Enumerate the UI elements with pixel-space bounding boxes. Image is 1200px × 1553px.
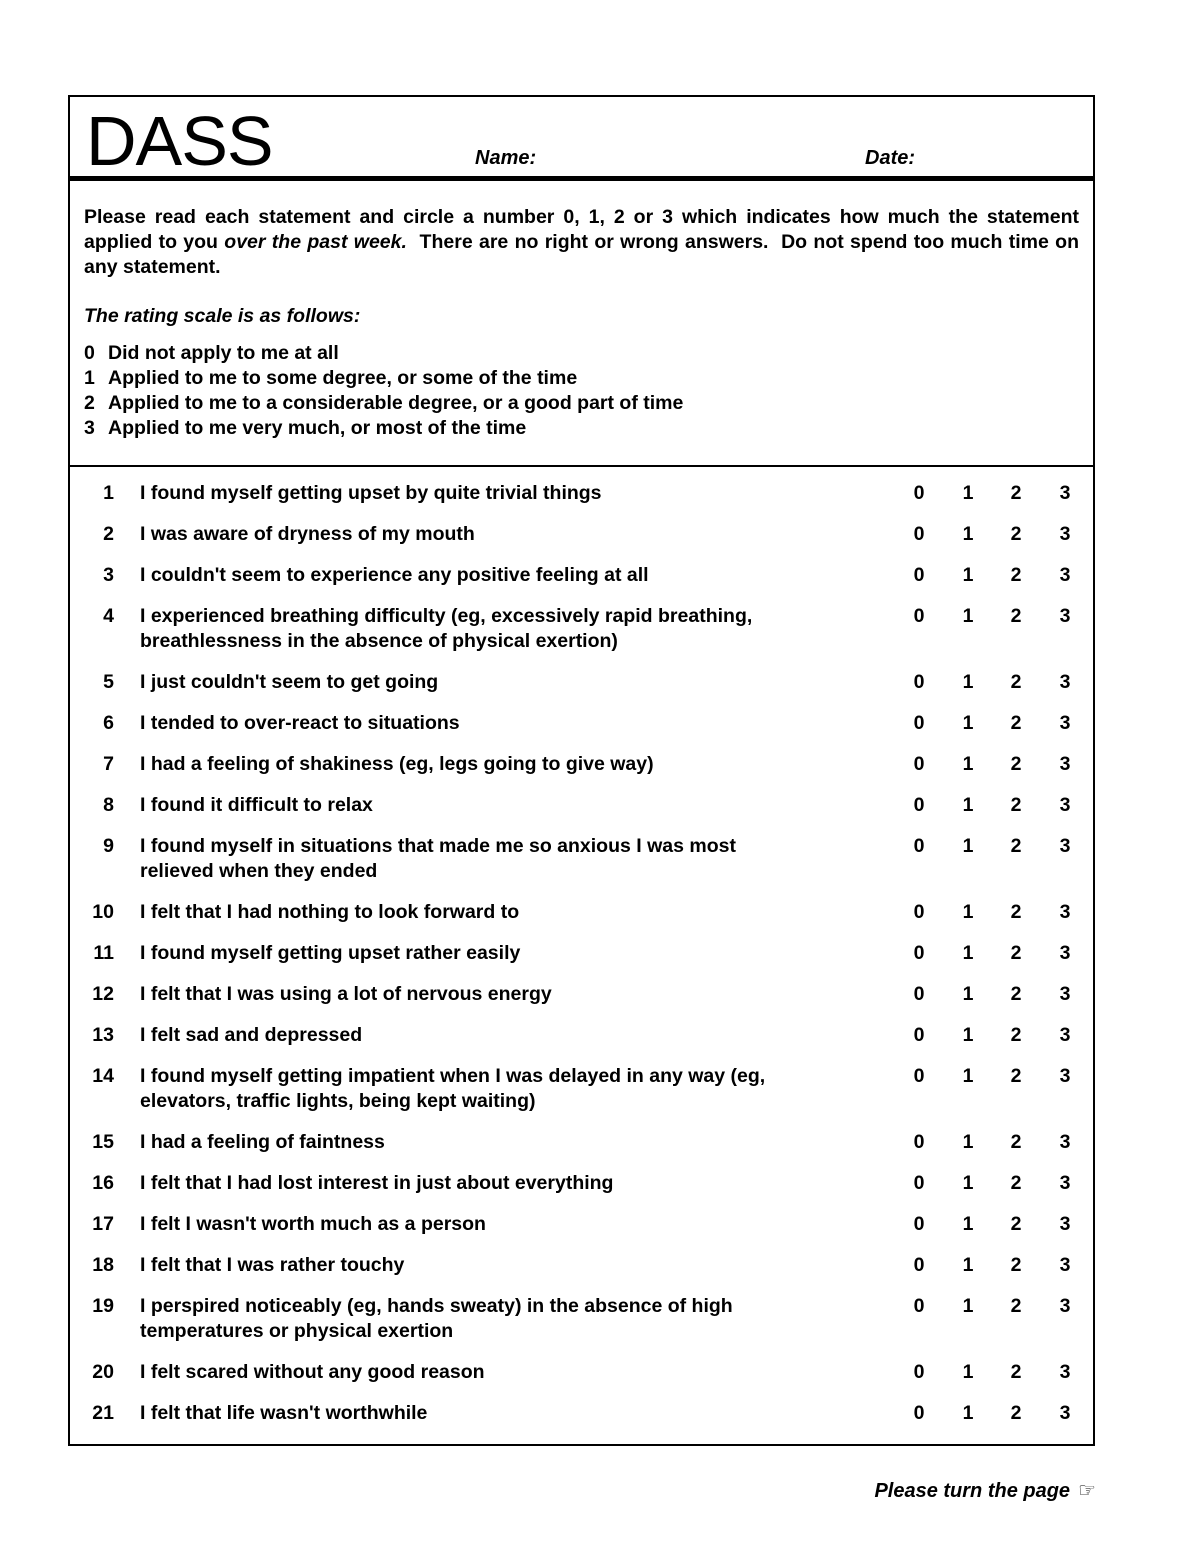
item-statement: I just couldn't seem to get going	[140, 671, 439, 693]
item-rating-choices	[906, 1130, 1086, 1155]
item-number: 15	[92, 1131, 114, 1153]
item-number: 13	[92, 1024, 114, 1046]
questionnaire-item	[70, 1360, 1093, 1385]
item-statement: I felt that I had nothing to look forward to	[140, 901, 520, 923]
rating-choice-1[interactable]: 1	[962, 942, 974, 964]
rating-choice-2[interactable]: 2	[1010, 712, 1022, 734]
rating-choice-1[interactable]: 1	[962, 712, 974, 734]
rating-choice-1[interactable]: 1	[962, 1254, 974, 1276]
item-statement: I felt that I had lost interest in just about everything	[140, 1172, 614, 1194]
rating-choice-2[interactable]: 2	[1010, 942, 1022, 964]
rating-choice-1[interactable]: 1	[962, 1213, 974, 1235]
rating-choice-0[interactable]: 0	[913, 901, 925, 923]
rating-choice-3[interactable]: 3	[1059, 1254, 1071, 1276]
item-statement: I felt sad and depressed	[140, 1024, 363, 1046]
rating-choice-3[interactable]: 3	[1059, 712, 1071, 734]
item-rating-choices	[906, 1171, 1086, 1196]
date-field-label: Date:	[865, 147, 916, 169]
rating-choice-1[interactable]: 1	[962, 1172, 974, 1194]
rating-choice-3[interactable]: 3	[1059, 1295, 1071, 1317]
rating-choice-2[interactable]: 2	[1010, 1172, 1022, 1194]
rating-choice-3[interactable]: 3	[1059, 671, 1071, 693]
rating-choice-0[interactable]: 0	[913, 564, 925, 586]
rating-choice-2[interactable]: 2	[1010, 1065, 1022, 1087]
rating-choice-3[interactable]: 3	[1059, 983, 1071, 1005]
item-rating-choices	[906, 711, 1086, 736]
questionnaire-item	[70, 1294, 1093, 1344]
rating-choice-1[interactable]: 1	[962, 605, 974, 627]
questionnaire-item	[70, 1212, 1093, 1237]
rating-choice-2[interactable]: 2	[1010, 564, 1022, 586]
item-number: 20	[92, 1361, 114, 1383]
item-number: 1	[103, 482, 114, 504]
rating-scale-value: 0	[84, 342, 95, 364]
rating-scale-heading: The rating scale is as follows:	[84, 305, 361, 327]
rating-choice-0[interactable]: 0	[913, 1295, 925, 1317]
instructions-section	[70, 181, 1093, 467]
item-rating-choices	[906, 604, 1086, 629]
turn-page-text: Please turn the page	[874, 1480, 1071, 1502]
questionnaire-item	[70, 1130, 1093, 1155]
item-rating-choices	[906, 900, 1086, 925]
item-rating-choices	[906, 752, 1086, 777]
name-field-label: Name:	[475, 147, 537, 169]
item-statement: I was aware of dryness of my mouth	[140, 523, 475, 545]
dass-form	[68, 95, 1095, 1446]
rating-choice-2[interactable]: 2	[1010, 523, 1022, 545]
item-number: 8	[103, 794, 114, 816]
questionnaire-item	[70, 793, 1093, 818]
item-statement: I found myself getting upset by quite trivial things	[140, 482, 602, 504]
rating-choice-0[interactable]: 0	[913, 712, 925, 734]
item-number: 17	[92, 1213, 114, 1235]
rating-choice-0[interactable]: 0	[913, 942, 925, 964]
rating-choice-0[interactable]: 0	[913, 753, 925, 775]
rating-choice-3[interactable]: 3	[1059, 942, 1071, 964]
item-statement: I found myself getting upset rather easily	[140, 942, 521, 964]
item-rating-choices	[906, 563, 1086, 588]
instructions-text	[84, 205, 1085, 280]
rating-choice-0[interactable]: 0	[913, 1172, 925, 1194]
rating-choice-3[interactable]: 3	[1059, 1213, 1071, 1235]
instructions-part2: There are no right or wrong answers. Do not spend too much time on any statement.	[84, 231, 1085, 278]
rating-scale-value: 3	[84, 417, 95, 439]
rating-choice-0[interactable]: 0	[913, 1024, 925, 1046]
questionnaire-item	[70, 834, 1093, 884]
rating-scale-list	[84, 341, 1079, 441]
item-rating-choices	[906, 1294, 1086, 1319]
item-number: 7	[103, 753, 114, 775]
rating-scale-value: 1	[84, 367, 95, 389]
item-statement: I felt scared without any good reason	[140, 1361, 485, 1383]
item-number: 16	[92, 1172, 114, 1194]
item-statement: I had a feeling of shakiness (eg, legs going to give way)	[140, 753, 654, 775]
questionnaire-item	[70, 604, 1093, 654]
rating-choice-1[interactable]: 1	[962, 564, 974, 586]
rating-choice-3[interactable]: 3	[1059, 523, 1071, 545]
rating-scale-item	[84, 416, 1079, 441]
item-rating-choices	[906, 834, 1086, 859]
instructions-emphasis: over the past week.	[224, 231, 407, 253]
item-rating-choices	[906, 1212, 1086, 1237]
questionnaire-item	[70, 670, 1093, 695]
item-rating-choices	[906, 670, 1086, 695]
rating-choice-2[interactable]: 2	[1010, 671, 1022, 693]
questionnaire-item	[70, 1401, 1093, 1426]
rating-choice-3[interactable]: 3	[1059, 901, 1071, 923]
item-statement: I found myself in situations that made me so anxious I was most relieved when they ended	[140, 835, 736, 882]
rating-scale-label: Applied to me very much, or most of the time	[108, 417, 527, 439]
rating-choice-3[interactable]: 3	[1059, 1361, 1071, 1383]
rating-choice-3[interactable]: 3	[1059, 564, 1071, 586]
item-statement: I found myself getting impatient when I was delayed in any way (eg, elevators, traffic lights, being kept waiting)	[140, 1065, 766, 1112]
item-number: 9	[103, 835, 114, 857]
rating-scale-item	[84, 391, 1079, 416]
item-rating-choices	[906, 941, 1086, 966]
questionnaire-item	[70, 982, 1093, 1007]
item-statement: I perspired noticeably (eg, hands sweaty) in the absence of high temperatures or physical exertion	[140, 1295, 733, 1342]
item-statement: I felt I wasn't worth much as a person	[140, 1213, 486, 1235]
rating-choice-2[interactable]: 2	[1010, 1024, 1022, 1046]
item-number: 3	[103, 564, 114, 586]
item-rating-choices	[906, 1401, 1086, 1426]
item-number: 11	[93, 942, 114, 964]
item-number: 4	[103, 605, 114, 627]
questionnaire-item	[70, 900, 1093, 925]
instructions-part1: Please read each statement and circle a number 0, 1, 2 or 3 which indicates how much the statement applied to you	[84, 206, 1079, 253]
questionnaire-item	[70, 522, 1093, 547]
rating-choice-2[interactable]: 2	[1010, 983, 1022, 1005]
rating-choice-3[interactable]: 3	[1059, 1131, 1071, 1153]
rating-choice-2[interactable]: 2	[1010, 1131, 1022, 1153]
form-header	[70, 97, 1093, 181]
item-number: 10	[92, 901, 114, 923]
rating-choice-1[interactable]: 1	[962, 1131, 974, 1153]
rating-scale-value: 2	[84, 392, 95, 414]
page-footer	[874, 1478, 1096, 1503]
rating-choice-0[interactable]: 0	[913, 1131, 925, 1153]
rating-choice-1[interactable]: 1	[962, 1065, 974, 1087]
questionnaire-item	[70, 711, 1093, 736]
rating-choice-3[interactable]: 3	[1059, 1065, 1071, 1087]
item-rating-choices	[906, 793, 1086, 818]
questionnaire-item	[70, 1253, 1093, 1278]
rating-choice-0[interactable]: 0	[913, 1254, 925, 1276]
rating-choice-0[interactable]: 0	[913, 1213, 925, 1235]
item-number: 21	[92, 1402, 114, 1424]
questionnaire-item	[70, 941, 1093, 966]
rating-choice-2[interactable]: 2	[1010, 1402, 1022, 1424]
rating-choice-1[interactable]: 1	[962, 482, 974, 504]
rating-scale-label: Applied to me to a considerable degree, or a good part of time	[108, 392, 684, 414]
rating-choice-2[interactable]: 2	[1010, 1295, 1022, 1317]
rating-choice-1[interactable]: 1	[962, 1402, 974, 1424]
rating-choice-1[interactable]: 1	[962, 523, 974, 545]
rating-choice-0[interactable]: 0	[913, 983, 925, 1005]
questionnaire-item	[70, 1064, 1093, 1114]
item-number: 12	[92, 983, 114, 1005]
item-number: 18	[92, 1254, 114, 1276]
rating-choice-2[interactable]: 2	[1010, 1254, 1022, 1276]
item-number: 14	[92, 1065, 114, 1087]
form-title: DASS	[86, 102, 273, 180]
item-statement: I tended to over-react to situations	[140, 712, 460, 734]
pointing-hand-icon: ☞	[1078, 1480, 1096, 1502]
rating-choice-3[interactable]: 3	[1059, 1024, 1071, 1046]
rating-scale-item	[84, 366, 1079, 391]
item-number: 5	[103, 671, 114, 693]
rating-choice-2[interactable]: 2	[1010, 482, 1022, 504]
rating-choice-0[interactable]: 0	[913, 1361, 925, 1383]
rating-scale-label: Applied to me to some degree, or some of the time	[108, 367, 578, 389]
item-statement: I had a feeling of faintness	[140, 1131, 385, 1153]
rating-choice-1[interactable]: 1	[962, 1024, 974, 1046]
questionnaire-item	[70, 752, 1093, 777]
item-statement: I felt that I was rather touchy	[140, 1254, 405, 1276]
item-number: 19	[92, 1295, 114, 1317]
item-rating-choices	[906, 481, 1086, 506]
item-statement: I felt that life wasn't worthwhile	[140, 1402, 428, 1424]
item-rating-choices	[906, 522, 1086, 547]
item-rating-choices	[906, 1064, 1086, 1089]
item-rating-choices	[906, 1360, 1086, 1385]
item-statement: I experienced breathing difficulty (eg, excessively rapid breathing, breathlessness in the absence of physical exertion)	[140, 605, 753, 652]
rating-choice-2[interactable]: 2	[1010, 794, 1022, 816]
rating-choice-3[interactable]: 3	[1059, 605, 1071, 627]
rating-choice-1[interactable]: 1	[962, 1295, 974, 1317]
item-rating-choices	[906, 1253, 1086, 1278]
item-number: 2	[103, 523, 114, 545]
rating-choice-2[interactable]: 2	[1010, 1213, 1022, 1235]
rating-choice-1[interactable]: 1	[962, 901, 974, 923]
questionnaire-item	[70, 481, 1093, 506]
rating-scale-item	[84, 341, 1079, 366]
rating-choice-0[interactable]: 0	[913, 1065, 925, 1087]
questionnaire-item	[70, 1171, 1093, 1196]
rating-choice-1[interactable]: 1	[962, 1361, 974, 1383]
item-rating-choices	[906, 982, 1086, 1007]
rating-choice-1[interactable]: 1	[962, 671, 974, 693]
rating-choice-0[interactable]: 0	[913, 482, 925, 504]
item-statement: I couldn't seem to experience any positive feeling at all	[140, 564, 649, 586]
rating-choice-2[interactable]: 2	[1010, 753, 1022, 775]
rating-choice-0[interactable]: 0	[913, 605, 925, 627]
rating-choice-3[interactable]: 3	[1059, 794, 1071, 816]
rating-choice-2[interactable]: 2	[1010, 1361, 1022, 1383]
rating-choice-1[interactable]: 1	[962, 794, 974, 816]
rating-choice-0[interactable]: 0	[913, 523, 925, 545]
rating-choice-2[interactable]: 2	[1010, 835, 1022, 857]
rating-choice-2[interactable]: 2	[1010, 901, 1022, 923]
item-number: 6	[103, 712, 114, 734]
rating-choice-1[interactable]: 1	[962, 983, 974, 1005]
rating-choice-0[interactable]: 0	[913, 835, 925, 857]
rating-choice-0[interactable]: 0	[913, 671, 925, 693]
rating-choice-0[interactable]: 0	[913, 794, 925, 816]
item-statement: I found it difficult to relax	[140, 794, 373, 816]
rating-choice-3[interactable]: 3	[1059, 1172, 1071, 1194]
rating-choice-3[interactable]: 3	[1059, 753, 1071, 775]
rating-choice-3[interactable]: 3	[1059, 835, 1071, 857]
questionnaire-item	[70, 1023, 1093, 1048]
rating-choice-0[interactable]: 0	[913, 1402, 925, 1424]
rating-choice-2[interactable]: 2	[1010, 605, 1022, 627]
rating-scale-label: Did not apply to me at all	[108, 342, 339, 364]
questionnaire-item	[70, 563, 1093, 588]
item-statement: I felt that I was using a lot of nervous energy	[140, 983, 552, 1005]
item-rating-choices	[906, 1023, 1086, 1048]
rating-choice-1[interactable]: 1	[962, 753, 974, 775]
rating-choice-1[interactable]: 1	[962, 835, 974, 857]
rating-choice-3[interactable]: 3	[1059, 482, 1071, 504]
rating-choice-3[interactable]: 3	[1059, 1402, 1071, 1424]
